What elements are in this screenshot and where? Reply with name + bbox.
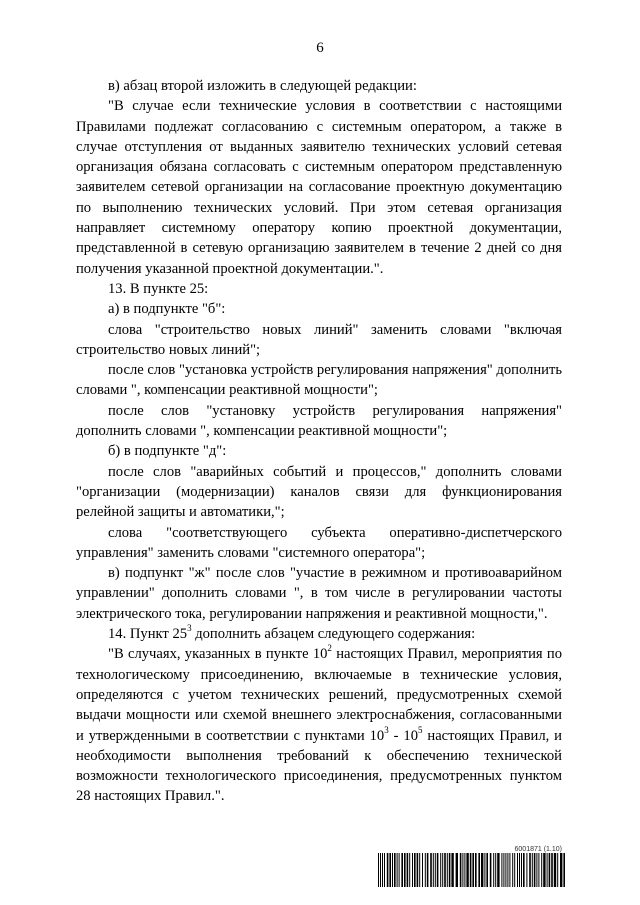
document-body — [76, 76, 562, 807]
superscript: 3 — [384, 724, 389, 735]
paragraph — [76, 624, 562, 644]
paragraph: после слов "установка устройств регулирования напряжения" дополнить словами ", компенсации реактивной мощности"; — [76, 362, 562, 399]
superscript: 5 — [418, 724, 423, 735]
paragraph — [76, 644, 562, 806]
paragraph: "В случае если технические условия в соответствии с настоящими Правилами подлежат согласованию с системным оператором, а также в случае отступления от выданных заявителю технических условий сетевая организация обязана согласовать с системным оператором представленную заявителем сетевой организации на согласование проектную документацию по выполнению технических условий. При этом сетевая организация направляет системному оператору копию проектной документации, представленной в сетевую организацию заявителем в течение 2 дней со дня получения указанной проектной документации.". — [76, 98, 562, 277]
paragraph: после слов "аварийных событий и процессов," дополнить словами "организации (модернизации) каналов связи для функционирования релейной защиты и автоматики,"; — [76, 463, 562, 521]
superscript: 2 — [327, 643, 332, 654]
text-run: настоящих Правил, и необходимости выполнения требований к обеспечению технической возможности технологического присоединения, предусмотренных пунктом 28 настоящих Правил.". — [76, 727, 562, 805]
text-run: дополнить абзацем следующего содержания: — [191, 626, 476, 643]
paragraph: после слов "установку устройств регулирования напряжения" дополнить словами ", компенсации реактивной мощности"; — [76, 402, 562, 440]
paragraph: слова "соответствующего субъекта оперативно-диспетчерского управления" заменить словами "системного оператора"; — [76, 524, 562, 561]
paragraph: слова "строительство новых линий" заменить словами "включая строительство новых линий"; — [76, 321, 562, 358]
superscript: 3 — [187, 623, 192, 634]
page-number: 6 — [316, 40, 324, 56]
paragraph: в) подпункт "ж" после слов "участие в режимном и противоаварийном управлении" дополнить словами ", в том числе в регулировании частоты электрического тока, регулировании напряжения и реактивной мощности,". — [76, 565, 562, 622]
text-run: настоящих Правил, мероприятия по технологическому присоединению, включаемые в технические условия, определяются с учетом технических решений, предусмотренных схемой выдачи мощности или схемой внешнего электроснабжения, согласованными и утвержденными в соответствии с пунктами 10 — [76, 646, 562, 744]
barcode-label: 6001871 (1.10) — [514, 846, 562, 853]
paragraph: а) в подпункте "б": — [108, 301, 226, 318]
text-run: "В случаях, указанных в пункте 10 — [108, 646, 328, 663]
text-run: - 10 — [388, 727, 418, 744]
paragraph: в) абзац второй изложить в следующей редакции: — [108, 78, 417, 94]
paragraph: 13. В пункте 25: — [108, 280, 209, 297]
barcode — [378, 853, 566, 887]
paragraph: б) в подпункте "д": — [108, 443, 227, 460]
text-run: 14. Пункт 25 — [108, 626, 188, 643]
